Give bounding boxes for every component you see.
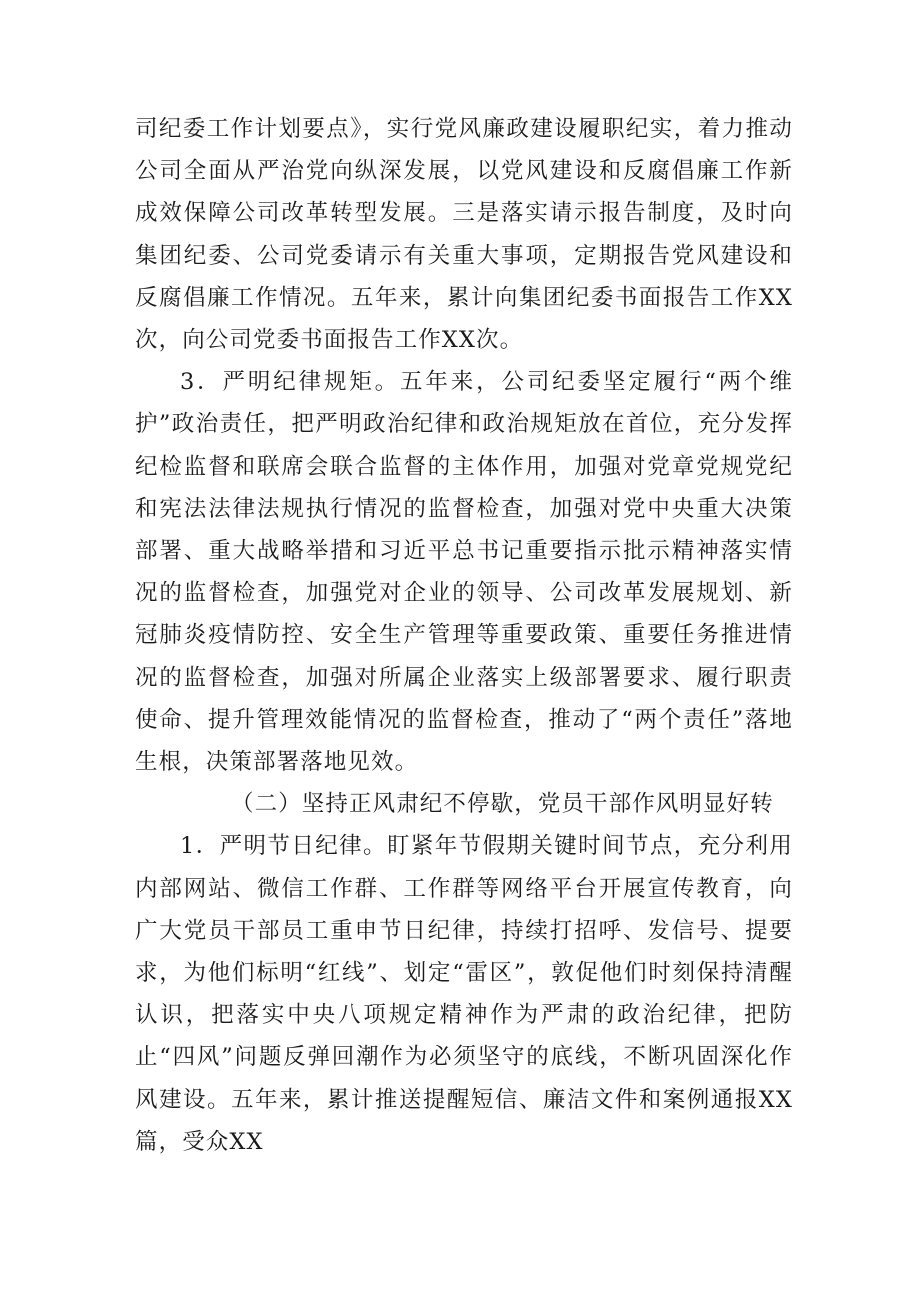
document-body <box>135 108 793 1163</box>
paragraph-continuation: 司纪委工作计划要点》，实行党风廉政建设履职纪实，着力推动公司全面从严治党向纵深发展，以党风建设和反腐倡廉工作新成效保障公司改革转型发展。三是落实请示报告制度，及时向集团纪委、公司党委请示有关重大事项，定期报告党风建设和反腐倡廉工作情况。五年来，累计向集团纪委书面报告工作XX次，向公司党委书面报告工作XX次。 <box>135 116 793 354</box>
section-heading-2: （二）坚持正风肃纪不停歇，党员干部作风明显好转 <box>231 791 774 818</box>
paragraph-item-1-holiday-discipline: 1．严明节日纪律。盯紧年节假期关键时间节点，充分利用内部网站、微信工作群、工作群等网络平台开展宣传教育，向广大党员干部员工重申节日纪律，持续打招呼、发信号、提要求，为他们标明“红线”、划定“雷区”，敦促他们时刻保持清醒认识，把落实中央八项规定精神作为严肃的政治纪律，把防止“四风”问题反弹回潮作为必须坚守的底线，不断巩固深化作风建设。五年来，累计推送提醒短信、廉洁文件和案例通报XX篇，受众XX <box>135 833 793 1155</box>
paragraph-item-3-strict-discipline: 3．严明纪律规矩。五年来，公司纪委坚定履行“两个维护”政治责任，把严明政治纪律和政治规矩放在首位，充分发挥纪检监督和联席会联合监督的主体作用，加强对党章党规党纪和宪法法律法规执行情况的监督检查，加强对党中央重大决策部署、重大战略举措和习近平总书记重要指示批示精神落实情况的监督检查，加强党对企业的领导、公司改革发展规划、新冠肺炎疫情防控、安全生产管理等重要政策、重要任务推进情况的监督检查，加强对所属企业落实上级部署要求、履行职责使命、提升管理效能情况的监督检查，推动了“两个责任”落地生根，决策部署落地见效。 <box>135 369 793 776</box>
